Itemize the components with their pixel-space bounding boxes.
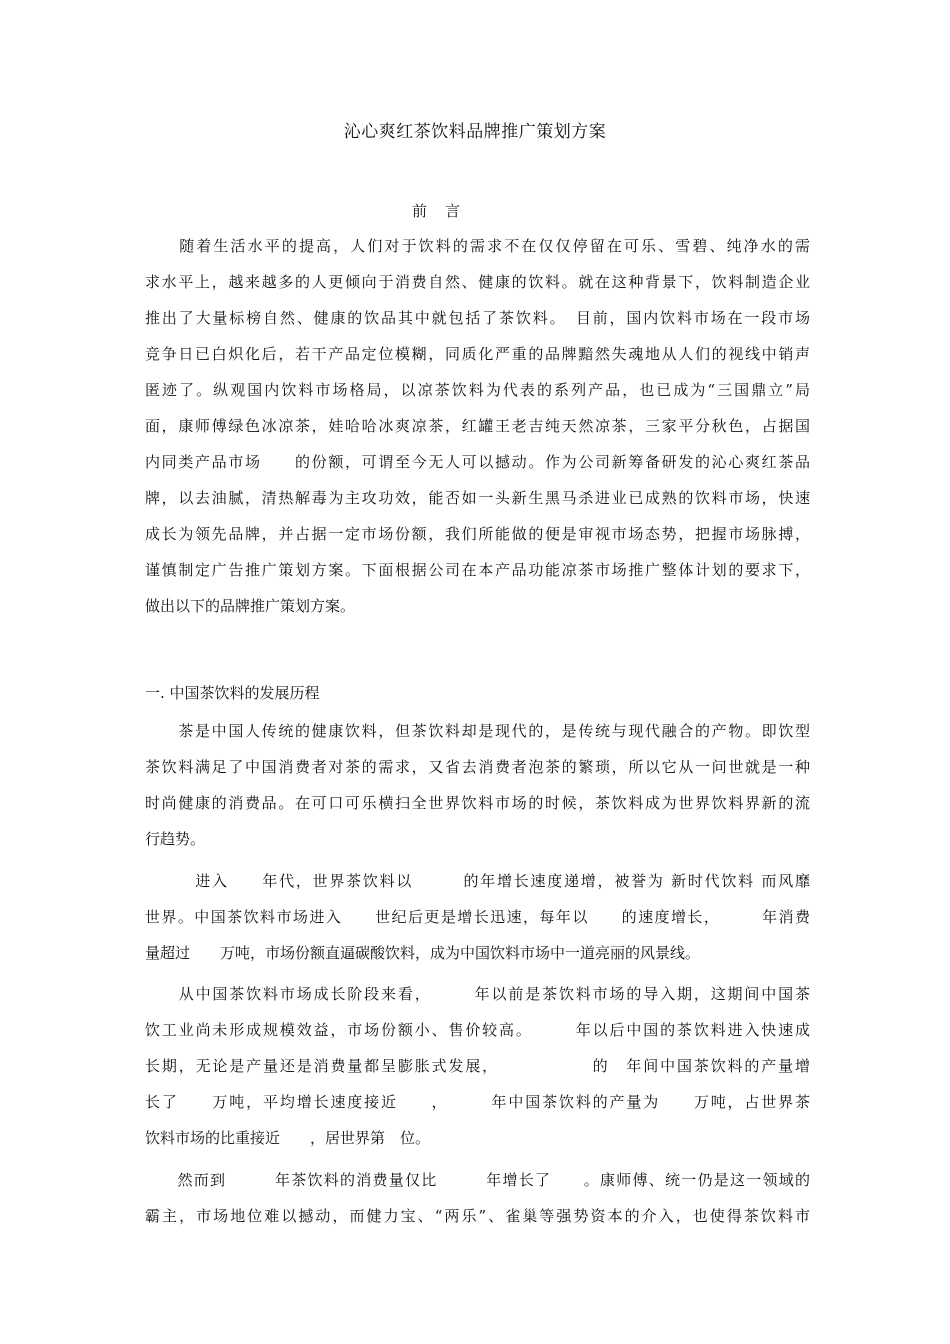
text-line: 行趋势。 xyxy=(145,830,206,848)
preface-paragraph xyxy=(145,228,810,624)
text-line: 推出了大量标榜自然、健康的饮品其中就包括了茶饮料。 目前，国内饮料市场在一段市场 xyxy=(145,309,810,327)
section1-paragraph-2 xyxy=(145,863,810,971)
text-line: 谨慎制定广告推广策划方案。下面根据公司在本产品功能凉茶市场推广整体计划的要求下， xyxy=(145,561,810,579)
section1-paragraph-3 xyxy=(145,976,810,1156)
text-line: 霸主，市场地位难以撼动，而健力宝、“两乐”、雀巢等强势资本的介入，也使得茶饮料市 xyxy=(145,1207,810,1225)
text-line: 长了 万吨，平均增长速度接近 ， 年中国茶饮料的产量为 万吨，占世界茶 xyxy=(145,1093,810,1111)
text-line: 世界。中国茶饮料市场进入 世纪后更是增长迅速，每年以 的速度增长， 年消费 xyxy=(145,908,810,926)
document-title: 沁心爽红茶饮料品牌推广策划方案 xyxy=(343,122,607,142)
text-line: 面，康师傅绿色冰凉茶，娃哈哈冰爽凉茶，红罐王老吉纯天然凉茶，三家平分秋色，占据国 xyxy=(145,417,810,435)
text-line: 匿迹了。纵观国内饮料市场格局，以凉茶饮料为代表的系列产品，也已成为“三国鼎立”局 xyxy=(145,381,810,399)
text-line: 随着生活水平的提高，人们对于饮料的需求不在仅仅停留在可乐、雪碧、纯净水的需 xyxy=(145,237,810,255)
text-line: 茶是中国人传统的健康饮料，但茶饮料却是现代的，是传统与现代融合的产物。即饮型 xyxy=(145,722,810,740)
text-line: 然而到 年茶饮料的消费量仅比 年增长了 。康师傅、统一仍是这一领域的 xyxy=(145,1171,810,1189)
text-line: 牌，以去油腻，清热解毒为主攻功效，能否如一头新生黑马杀进业已成熟的饮料市场，快速 xyxy=(145,489,810,507)
text-line: 长期，无论是产量还是消费量都呈膨胀式发展， 的 年间中国茶饮料的产量增 xyxy=(145,1057,810,1075)
section-heading: 一. 中国茶饮料的发展历程 xyxy=(145,684,320,702)
text-line: 竞争日已白炽化后，若干产品定位模糊，同质化严重的品牌黯然失魂地从人们的视线中销声 xyxy=(145,345,810,363)
text-line: 时尚健康的消费品。在可口可乐横扫全世界饮料市场的时候，茶饮料成为世界饮料界新的流 xyxy=(145,794,810,812)
text-line: 进入 年代，世界茶饮料以 的年增长速度递增，被誉为 新时代饮料 而风靡 xyxy=(145,872,810,890)
text-line: 茶饮料满足了中国消费者对茶的需求，又省去消费者泡茶的繁琐，所以它从一问世就是一种 xyxy=(145,758,810,776)
section1-paragraph-1 xyxy=(145,713,810,857)
text-line: 做出以下的品牌推广策划方案。 xyxy=(145,597,356,615)
text-line: 量超过 万吨，市场份额直逼碳酸饮料，成为中国饮料市场中一道亮丽的风景线。 xyxy=(145,944,701,962)
preface-heading: 前言 xyxy=(412,202,479,220)
text-line: 成长为领先品牌，并占据一定市场份额，我们所能做的便是审视市场态势，把握市场脉搏， xyxy=(145,525,810,543)
text-line: 饮料市场的比重接近 ，居世界第 位。 xyxy=(145,1129,431,1147)
section1-paragraph-4 xyxy=(145,1162,810,1234)
text-line: 饮工业尚未形成规模效益，市场份额小、售价较高。 年以后中国的茶饮料进入快速成 xyxy=(145,1021,810,1039)
text-line: 内同类产品市场 的份额，可谓至今无人可以撼动。作为公司新筹备研发的沁心爽红茶品 xyxy=(145,453,810,471)
text-line: 从中国茶饮料市场成长阶段来看， 年以前是茶饮料市场的导入期，这期间中国茶 xyxy=(145,985,810,1003)
text-line: 求水平上，越来越多的人更倾向于消费自然、健康的饮料。就在这种背景下，饮料制造企业 xyxy=(145,273,810,291)
